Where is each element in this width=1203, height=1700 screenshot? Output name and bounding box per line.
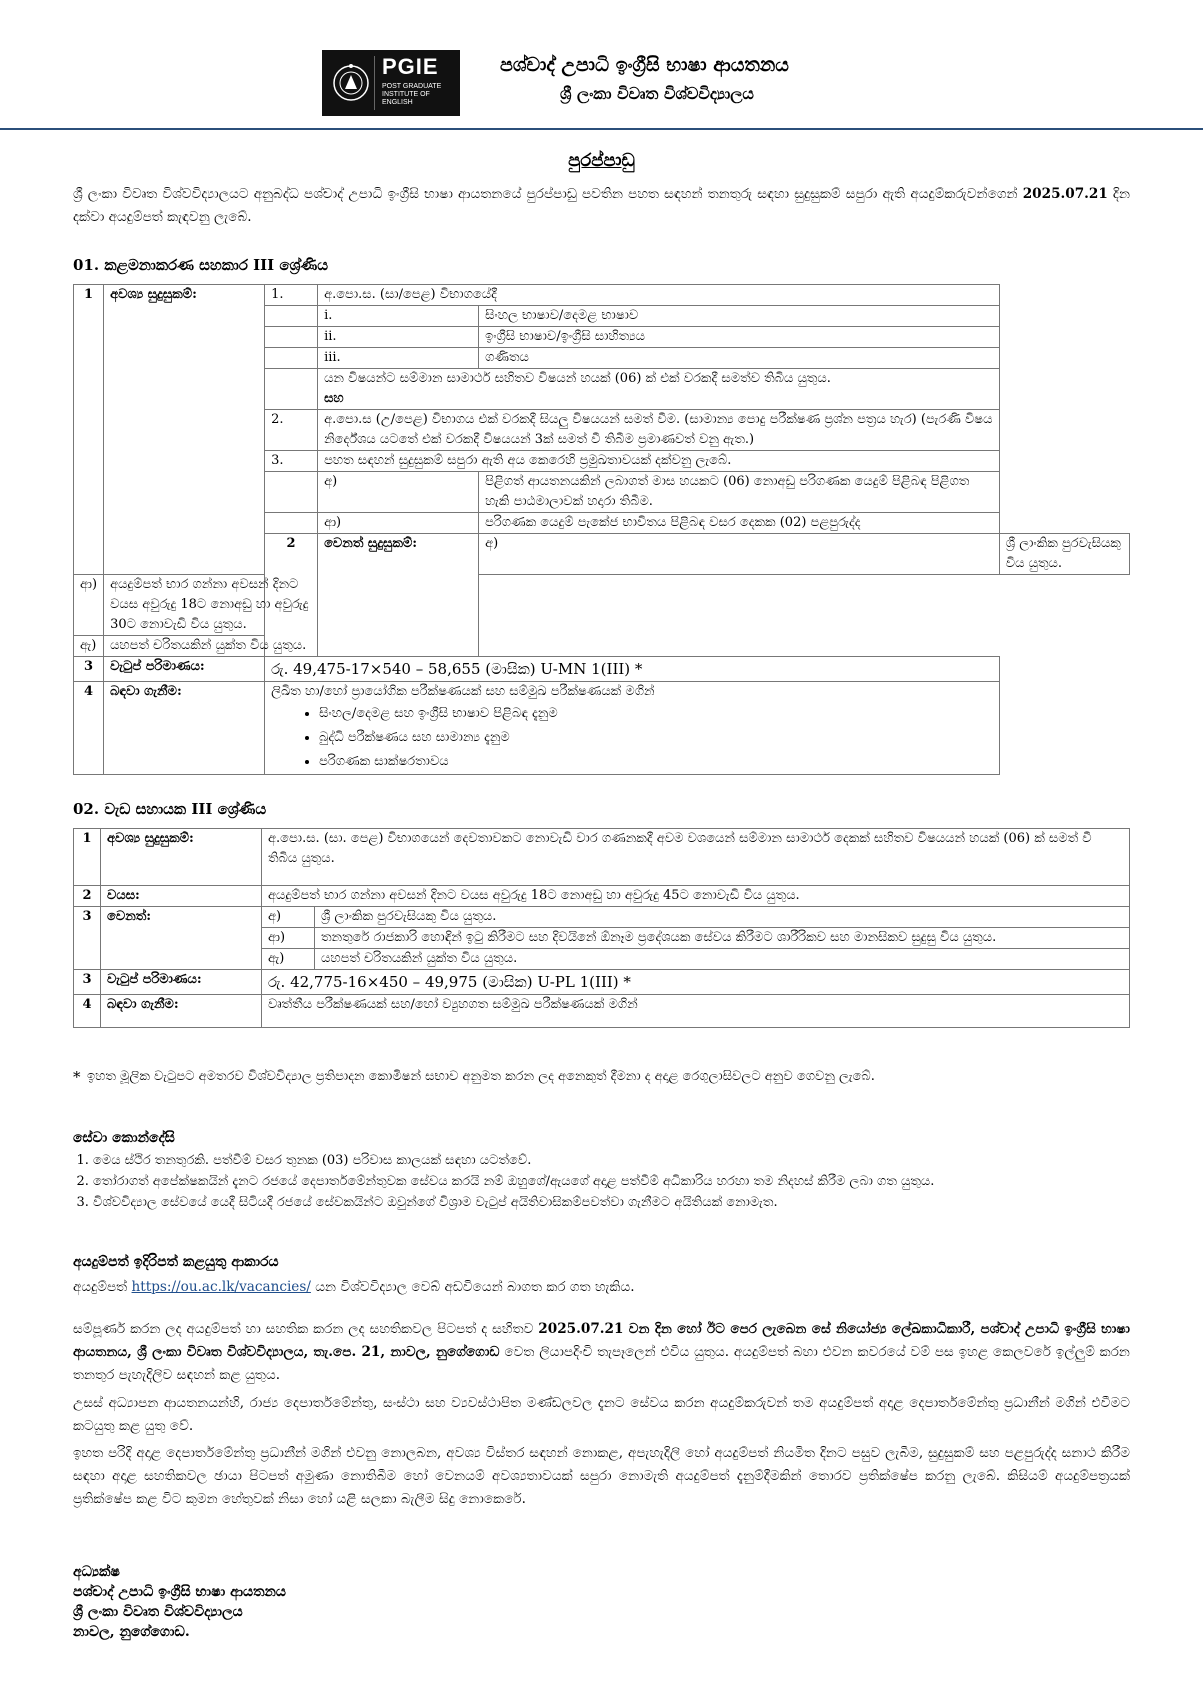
row-number: 3 — [74, 657, 104, 682]
item-label: ඇ) — [262, 949, 315, 970]
how-to-apply-heading: අයදුම්පත් ඉදිරිපත් කළයුතු ආකාරය — [73, 1254, 279, 1270]
subject-name: සිංහල භාෂාව/දෙමළ භාෂාව — [479, 306, 1000, 327]
qualification-text: පහත සඳහන් සුදුසුකම් සපුරා ඇති අය කෙරෙහි ප්‍රමුඛතාවයක් දක්වනු ලැබේ. — [318, 451, 1000, 472]
list-item: • සිංහල/දෙමළ සහ ඉංග්‍රීසි භාෂාව පිළිබඳ දැනුම — [319, 702, 993, 726]
qualification-text: අ.පො.ස. (සා. පෙළ) විභාගයෙන් දෙවතාවකට නොවැඩි වාර ගණනකදී අවම වශයෙන් සම්මාන සාමාර්ථ දෙකක් සහිතව විෂයයන් හයක් (06) ක් සමත් වී තිබිය යුතුය. — [262, 829, 1130, 886]
row-label: බඳවා ගැනීම: — [101, 995, 262, 1028]
section-2-heading: 02. වැඩ සහායක III ශ්‍රේණිය — [73, 800, 267, 818]
item-text: යහපත් චරිතයකින් යුක්ත විය යුතුය. — [315, 949, 1130, 970]
item-text: තනතුරේ රාජකාරි හොඳින් ඉටු කිරීමට සහ දිවයිනේ ඕනෑම ප්‍රදේශයක සේවය කිරීමට ශාරීරිකව සහ මානසිකව සුදුසු විය යුතුය. — [315, 928, 1130, 949]
qualification-text: අ.පො.ස (උ/පෙළ) විභාගය එක් වරකදී සියලු විෂයයන් සමත් වීම. (සාමාන්‍ය පොදු පරීක්ෂණ ප්‍රශ්න පත්‍රය හැර) (පැරණි විෂය නිර්දේශය යටතේ එක් වරකදී විෂයයන් 3ක් සමත් වී තිබීම ප්‍රමාණවත් වනු ඇත.) — [318, 410, 1000, 451]
qualification-number: 1. — [265, 285, 318, 306]
table-row — [74, 285, 1130, 306]
section-1-heading: 01. කළමනාකරණ සහකාර III ශ්‍රේණිය — [73, 256, 328, 274]
item-text: ශ්‍රී ලාංකික පුරවැසියකු විය යුතුය. — [999, 534, 1129, 575]
table-row — [74, 886, 1130, 907]
item-label: ඇ) — [74, 636, 104, 657]
item-text: අයදුම්පත් භාර ගන්නා අවසන් දිනට වයස අවුරුදු 18ට නොඅඩු හා අවුරුදු 30ට නොවැඩි විය යුතුය. — [104, 575, 318, 636]
pgie-logo — [322, 50, 460, 116]
section-2-table — [73, 828, 1130, 1028]
rejection-paragraph: ඉහත පරිදි අදාළ දෙපාර්තමේන්තු ප්‍රධානීන් මගින් එවනු නොලබන, අවශ්‍ය විස්තර සඳහන් නොකළ, අපැහැදිලි හෝ අයදුම්පත් නියමිත දිනට පසුව ලැබීම, සුදුසුකම් සහ පළපුරුද්ද සනාථ කිරීම සඳහා අදාළ සහතිකවල ඡායා පිටපත් අමුණා නොතිබීම හෝ වෙනයම් අවශ්‍යතාවයක් සපුරා නොමැති අයදුම්පත් දැනුම්දීමකින් තොරව ප්‍රතික්ෂේප කරනු ලැබේ. කිසියම් අයදුම්පත්‍රයක් ප්‍රතික්ෂේප කළ විට කුමන හේතුවක් නිසා හෝ යළි සලකා බැලීම සිදු නොකෙරේ. — [73, 1445, 1130, 1507]
state-employees-paragraph: උසස් අධ්‍යාපන ආයතනයන්හි, රාජ්‍ය දෙපාර්තමේන්තු, සංස්ථා සහ ව්‍යවස්ථාපිත මණ්ඩලවල දැනට සේවය කරන අයදුම්කරුවන් තම අයදුම්පත් අදාළ දෙපාර්තමේන්තු ප්‍රධානීන් මගින් එවීමට කටයුතු කළ යුතු වේ. — [73, 1395, 1130, 1434]
row-label: වෙනත් සුදුසුකම්: — [318, 534, 479, 657]
list-item: 1. මෙය ස්ථිර තනතුරකි. පත්වීම් වසර තුනක (03) පරිවාස කාලයක් සඳහා යටත්වේ. — [93, 1150, 1150, 1171]
subject-numeral: i. — [318, 306, 479, 327]
list-item: • බුද්ධි පරීක්ෂණය සහ සාමාන්‍ය දැනුම — [319, 726, 993, 750]
subject-numeral: ii. — [318, 327, 479, 348]
row-number: 4 — [74, 995, 101, 1028]
table-row — [74, 995, 1130, 1028]
item-label: ආ) — [74, 575, 104, 636]
asterisk: * — [73, 1068, 81, 1086]
row-number: 3 — [74, 970, 101, 995]
row-label: වැටුප් පරිමාණය: — [104, 657, 265, 682]
footnote-text: ඉහත මූලික වැටුපට අමතරව විශ්වවිද්‍යාල ප්‍රතිපාදන කොමිෂන් සභාව අනුමත කරන ලද අනෙකුත් දීමනා ද අදාළ රෙගුලාසිවලට අනුව ගෙවනු ලැබේ. — [87, 1069, 875, 1084]
row-label: වයස: — [101, 886, 262, 907]
subject-numeral: iii. — [318, 348, 479, 369]
item-label: ආ) — [318, 513, 479, 534]
item-text: පරිගණක යෙදුම් පැකේජ භාවිතය පිළිබඳ වසර දෙකක (02) පළපුරුද්ද — [479, 513, 1000, 534]
item-label: අ) — [479, 534, 1000, 575]
row-label: බඳවා ගැනීම: — [104, 682, 265, 775]
signatory-title: අධ්‍යක්ෂ — [73, 1564, 120, 1580]
row-label: අවශ්‍ය සුදුසුකම්: — [101, 829, 262, 886]
list-item: • පරිගණක සාක්ෂරතාවය — [319, 750, 993, 774]
row-label: වෙනත්: — [101, 907, 262, 970]
download-paragraph: අයදුම්පත් https://ou.ac.lk/vacancies/ යන විශ්වවිද්‍යාල වෙබ් අඩවියෙන් බාගත කර ගත හැකිය. — [73, 1279, 635, 1295]
signatory-address: නාවල, නුගේගොඩ. — [73, 1624, 190, 1640]
item-text: යහපත් චරිතයකින් යුක්ත විය යුතුය. — [104, 636, 318, 657]
table-row — [74, 657, 1130, 682]
table-row — [74, 907, 1130, 928]
row-label: අවශ්‍ය සුදුසුකම්: — [104, 285, 265, 575]
crest-icon — [328, 56, 375, 110]
item-label: අ) — [262, 907, 315, 928]
list-item: 2. තෝරාගත් අපේක්ෂකයින් දැනට රජයේ දෙපාර්තමේන්තුවක සේවය කරයි නම් ඔහුගේ/ඇයගේ අදාළ පත්වීම් අධිකාරිය හරහා තම නිදහස් කිරීම ලබා ගත යුතුය. — [93, 1171, 1150, 1192]
row-number: 1 — [74, 829, 101, 886]
bullet-list — [271, 702, 993, 774]
vacancies-link[interactable]: https://ou.ac.lk/vacancies/ — [131, 1279, 311, 1295]
signature-block — [73, 1562, 286, 1642]
row-number: 2 — [265, 534, 318, 657]
table-row — [74, 829, 1130, 886]
intro-paragraph — [73, 183, 1130, 229]
page-title: පුරප්පාඩු — [568, 150, 635, 171]
table-row — [74, 636, 1130, 657]
recruitment-method: වෘත්තීය පරීක්ෂණයක් සහ/හෝ ව්‍යුහගත සම්මුඛ පරීක්ෂණයක් මගින් — [262, 995, 1130, 1028]
table-row — [74, 575, 1130, 636]
service-conditions-heading: සේවා කොන්දේසි — [73, 1130, 175, 1146]
logo-text: PGIE — [382, 54, 439, 79]
section-1-table — [73, 284, 1130, 775]
row-label: වැටුප් පරිමාණය: — [101, 970, 262, 995]
qualification-text: අ.පො.ස. (සා/පෙළ) විභාගයේදී — [318, 285, 1000, 306]
row-number: 1 — [74, 285, 104, 575]
qualification-text: යන විෂයන්ට සම්මාන සාමාර්ථ සහිතව විෂයන් හයක් (06) ක් එක් වරකදී සමත්ව තිබිය යුතුය. සහ — [318, 369, 1000, 410]
submission-address: 2025.07.21 වන දින හෝ ඊට පෙර ලැබෙන සේ නියෝජ්‍ය ලේඛකාධිකාරී, පශ්චාද් උපාධි ඉංග්‍රීසි භාෂා ආයතනය, ශ්‍රී ලංකා විවෘත විශ්වවිද්‍යාලය, තැ.පෙ. 21, නාවල, නුගේගොඩ — [73, 1321, 1131, 1360]
submission-paragraph: සම්පූර්ණ කරන ලද අයදුම්පත් හා සහතික කරන ලද සහතිකවල පිටපත් ද සහිතව 2025.07.21 වන දින හෝ ඊට පෙර ලැබෙන සේ නියෝජ්‍ය ලේඛකාධිකාරී, පශ්චාද් උපාධි ඉංග්‍රීසි භාෂා ආයතනය, ශ්‍රී ලංකා විවෘත විශ්වවිද්‍යාලය, තැ.පෙ. 21, නාවල, නුගේගොඩ වෙත ලියාපදිංචි තැපෑලෙන් එවිය යුතුය. අයදුම්පත් බහා එවන කවරයේ වම් පස ඉහළ කෙලවරේ ඉල්ලුම් කරන තනතුර පැහැදිලිව සඳහන් කළ යුතුය. — [73, 1321, 1131, 1383]
qualification-number: 2. — [265, 410, 318, 451]
institute-name: පශ්චාද් උපාධි ඉංග්‍රීසි භාෂා ආයතනය — [500, 54, 789, 76]
letterhead — [0, 0, 1203, 135]
recruitment-method: ලිඛිත හා/හෝ ප්‍රායෝගික පරීක්ෂණයක් සහ සම්මුඛ පරීක්ෂණයක් මගින් • සිංහල/දෙමළ සහ ඉංග්‍රීසි භාෂාව පිළිබඳ දැනුම • බුද්ධි පරීක්ෂණය සහ සාමාන්‍ය දැනුම • පරිගණක සාක්ෂරතාවය — [265, 682, 1000, 775]
logo-subtitle: POST GRADUATE INSTITUTE OF ENGLISH — [382, 83, 442, 106]
item-label: අ) — [318, 472, 479, 513]
service-conditions-list — [73, 1150, 1150, 1213]
salary-scale: රු. 42,775-16×450 – 49,975 (මාසික) U-PL 1(III) * — [262, 970, 1130, 995]
subject-name: ගණිතය — [479, 348, 1000, 369]
item-text: පිළිගත් ආයතනයකින් ලබාගත් මාස හයකට (06) නොඅඩු පරිගණක යෙදුම් පිළිබඳ පිළිගත හැකි පාඨමාලාවක් හදාරා තිබීම. — [479, 472, 1000, 513]
row-number: 2 — [74, 886, 101, 907]
salary-scale: රු. 49,475-17×540 – 58,655 (මාසික) U-MN 1(III) * — [265, 657, 1000, 682]
row-number: 3 — [74, 907, 101, 970]
signatory-university: ශ්‍රී ලංකා විවෘත විශ්වවිද්‍යාලය — [73, 1604, 243, 1620]
intro-text: ශ්‍රී ලංකා විවෘත විශ්වවිද්‍යාලයට අනුබද්ධ පශ්චාද් උපාධි ඉංග්‍රීසි භාෂා ආයතනයේ පුරප්පාඩු පවතින පහත සඳහන් තනතුරු සඳහා සුදුසුකම් සපුරා ඇති අයදුම්කරුවන්ගෙන් — [73, 186, 1018, 202]
salary-footnote — [73, 1066, 1130, 1088]
subject-name: ඉංග්‍රීසි භාෂාව/ඉංග්‍රීසි සාහිත්‍යය — [479, 327, 1000, 348]
table-row — [74, 682, 1130, 775]
intro-date: 2025.07.21 — [1022, 186, 1108, 202]
row-number: 4 — [74, 682, 104, 775]
item-text: ශ්‍රී ලාංකික පුරවැසියකු විය යුතුය. — [315, 907, 1130, 928]
header-divider — [0, 128, 1203, 130]
university-name: ශ්‍රී ලංකා විවෘත විශ්වවිද්‍යාලය — [560, 84, 754, 103]
intro-text-tail: දින දක්වා අයදුම්පත් කැඳවනු ලැබේ. — [73, 186, 1130, 225]
item-label: ආ) — [262, 928, 315, 949]
signatory-institute: පශ්චාද් උපාධි ඉංග්‍රීසි භාෂා ආයතනය — [73, 1584, 286, 1600]
qualification-number: 3. — [265, 451, 318, 472]
table-row — [74, 970, 1130, 995]
age-requirement: අයදුම්පත් භාර ගන්නා අවසන් දිනට වයස අවුරුදු 18ට නොඅඩු හා අවුරුදු 45ට නොවැඩි විය යුතුය. — [262, 886, 1130, 907]
and-label: සහ — [324, 391, 344, 406]
list-item: 3. විශ්වවිද්‍යාල සේවයේ යෙදී සිටියදී රජයේ සේවකයින්ට ඔවුන්ගේ විශ්‍රාම වැටුප් අයිතිවාසිකම්පවත්වා ගැනීමට අයිතියක් නොමැත. — [93, 1192, 1150, 1213]
